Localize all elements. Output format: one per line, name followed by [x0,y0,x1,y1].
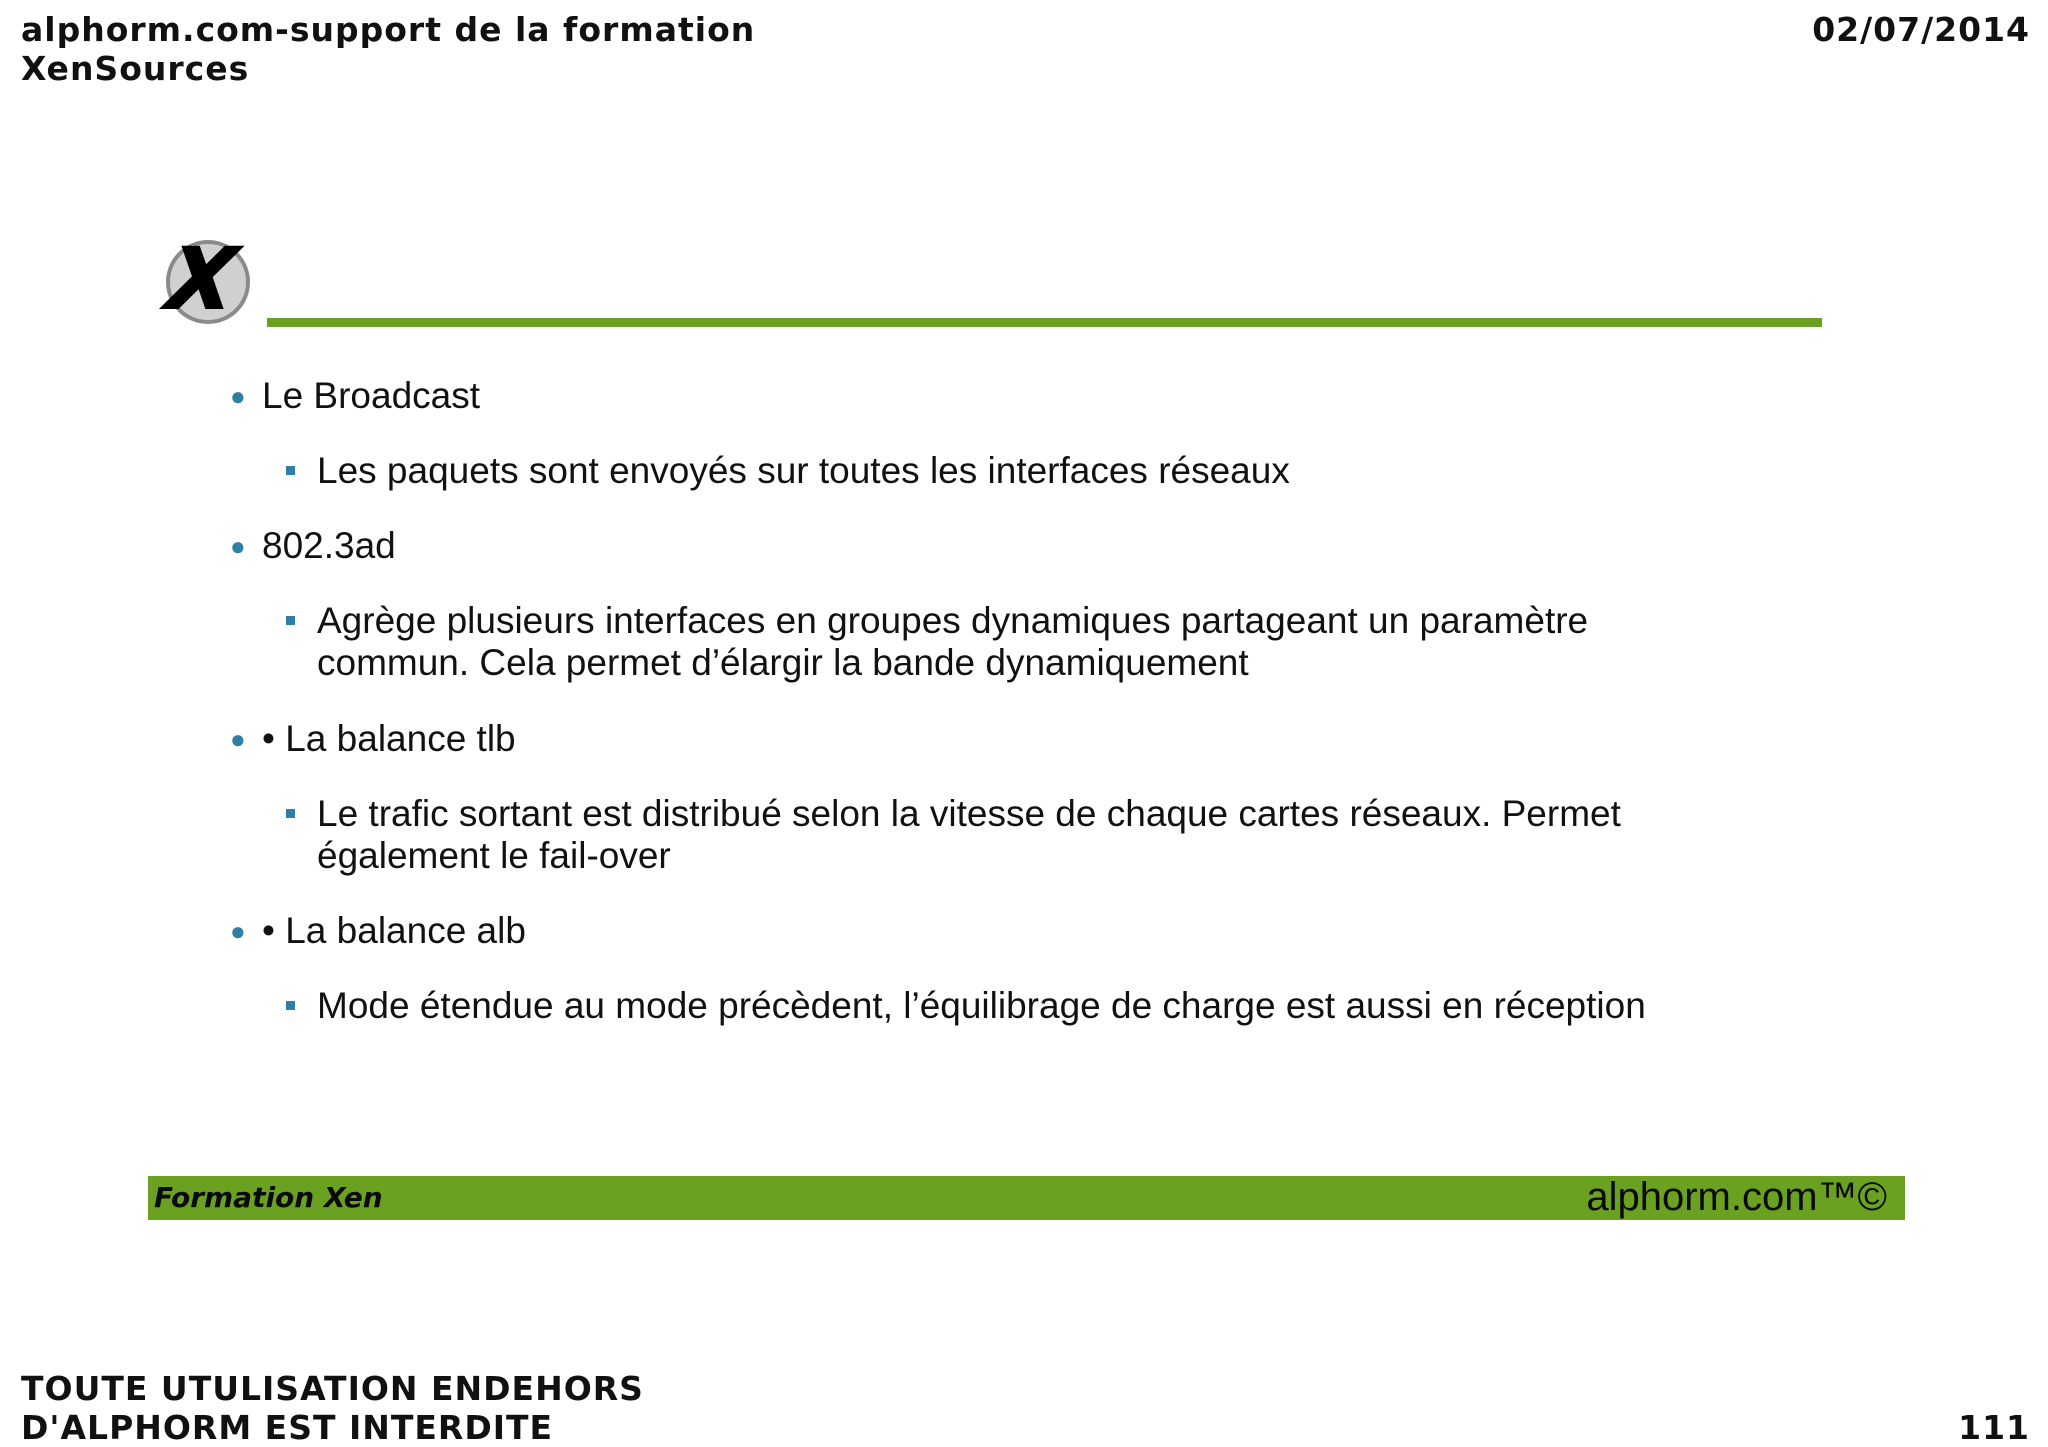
slide-footer-bar [148,1176,1905,1220]
bullet-square-icon [286,466,295,475]
bullet-square-icon [286,1001,295,1010]
list-item-text: Mode étendue au mode précèdent, l’équilibrage de charge est aussi en réception [317,985,1646,1026]
list-item-text: Les paquets sont envoyés sur toutes les interfaces réseaux [317,450,1290,491]
xen-x-logo-icon [158,236,258,328]
document-title-line2: XenSources [21,49,250,88]
list-item-text: 802.3ad [262,525,396,566]
bullet-dot-icon: ● [230,531,246,561]
bullet-dot-icon: ● [230,724,246,754]
list-item-text: Agrège plusieurs interfaces en groupes dynamiques partageant un paramètre commun. Cela permet d’élargir la bande dynamiquement [317,600,1589,683]
list-item-text: Le Broadcast [262,375,481,416]
document-date: 02/07/2014 [1812,10,2030,49]
page-number: 111 [1958,1408,2030,1447]
list-item-text: Le trafic sortant est distribué selon la vitesse de chaque cartes réseaux. Permet également le fail-over [317,793,1621,876]
copyright-notice-line2: D'ALPHORM EST INTERDITE [21,1408,554,1447]
list-item-text: • La balance alb [262,910,526,951]
copyright-notice [21,1369,644,1447]
bullet-square-icon [286,809,295,818]
document-title [21,10,755,88]
bullet-dot-icon: ● [230,381,246,411]
slide-footer-brand: alphorm.com™© [1586,1175,1887,1219]
title-divider [267,318,1822,327]
list-item-text: • La balance tlb [262,718,516,759]
document-title-line1: alphorm.com-support de la formation [21,10,756,49]
bullet-dot-icon: ● [230,916,246,946]
copyright-notice-line1: TOUTE UTULISATION ENDEHORS [21,1369,644,1408]
bullet-square-icon [286,616,295,625]
logo-letter: X [162,236,242,328]
slide-footer-label: Formation Xen [154,1181,383,1214]
